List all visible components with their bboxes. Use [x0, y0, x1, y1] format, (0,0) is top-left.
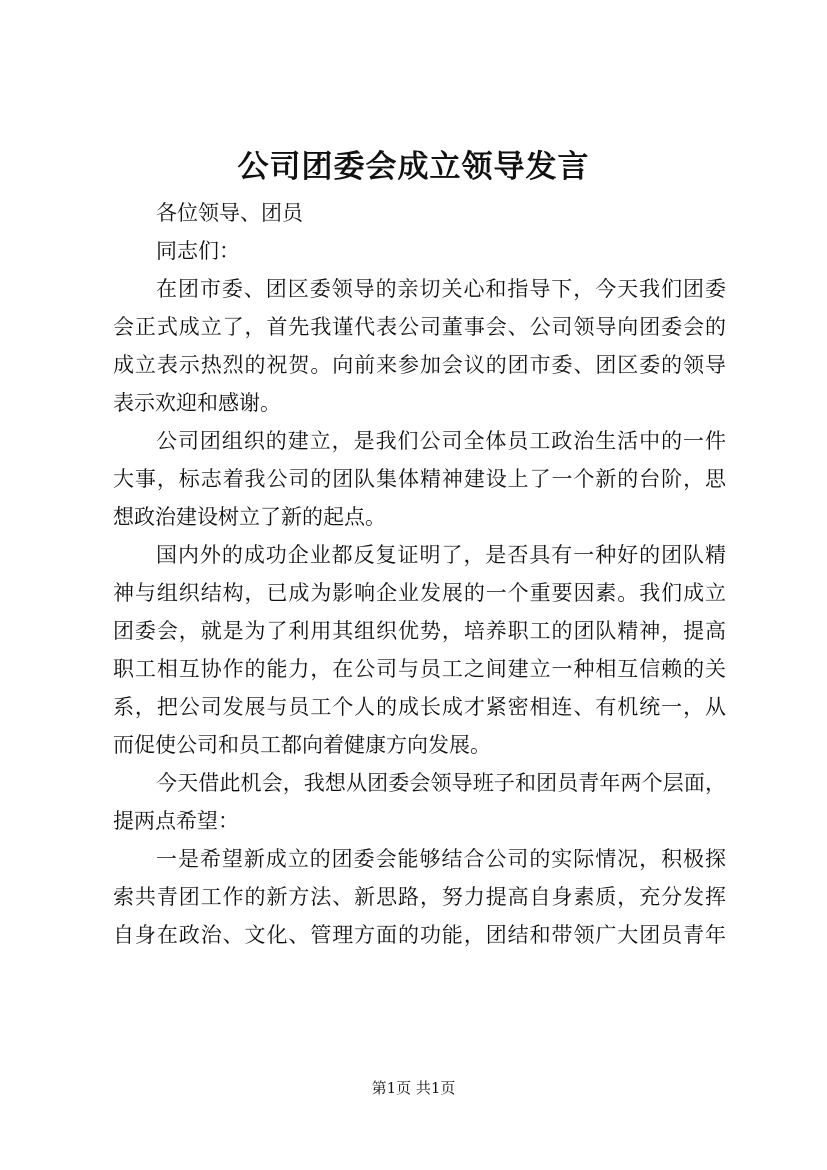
text-line: 国内外的成功企业都反复证明了，是否具有一种好的团队精 [156, 543, 726, 567]
text-line: 大事，标志着我公司的团队集体精神建设上了一个新的台阶，思 [113, 467, 726, 491]
text-line: 神与组织结构，已成为影响企业发展的一个重要因素。我们成立 [113, 581, 726, 605]
text-line: 自身在政治、文化、管理方面的功能，团结和带领广大团员青年 [113, 923, 726, 947]
text-line: 会正式成立了，首先我谨代表公司董事会、公司领导向团委会的 [113, 315, 726, 339]
text-line: 职工相互协作的能力，在公司与员工之间建立一种相互信赖的关 [113, 657, 726, 681]
page-footer: 第1页 共1页 [371, 1079, 456, 1097]
text-line: 今天借此机会，我想从团委会领导班子和团员青年两个层面， [156, 771, 726, 795]
text-line: 系，把公司发展与员工个人的成长成才紧密相连、有机统一，从 [113, 695, 726, 719]
document-body [113, 194, 726, 954]
text-line: 索共青团工作的新方法、新思路，努力提高自身素质，充分发挥 [113, 885, 726, 909]
document-title: 公司团委会成立领导发言 [237, 149, 590, 185]
text-line: 想政治建设树立了新的起点。 [113, 505, 386, 529]
text-line: 在团市委、团区委领导的亲切关心和指导下，今天我们团委 [156, 277, 726, 301]
text-line: 一是希望新成立的团委会能够结合公司的实际情况，积极探 [156, 847, 726, 871]
text-line: 同志们： [156, 239, 240, 263]
text-line: 团委会，就是为了利用其组织优势，培养职工的团队精神，提高 [113, 619, 726, 643]
text-line: 成立表示热烈的祝贺。向前来参加会议的团市委、团区委的领导 [113, 353, 726, 377]
text-line: 表示欢迎和感谢。 [113, 391, 281, 415]
text-line: 而促使公司和员工都向着健康方向发展。 [113, 733, 491, 757]
text-line: 公司团组织的建立，是我们公司全体员工政治生活中的一件 [156, 429, 726, 453]
text-line: 提两点希望： [113, 809, 239, 833]
text-line: 各位领导、团员 [156, 201, 303, 225]
